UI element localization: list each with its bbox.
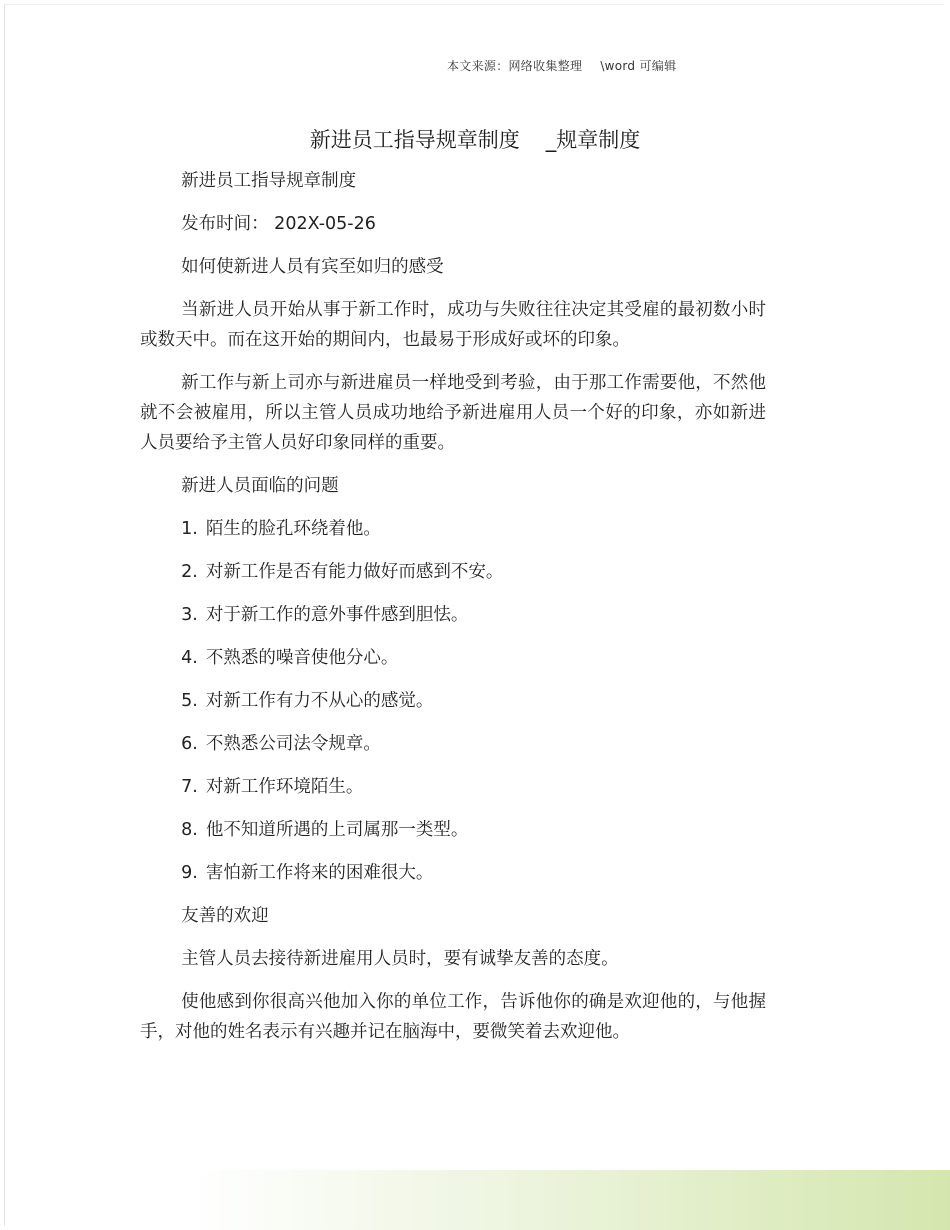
title-main: 新进员工指导规章制度 [309,128,520,152]
list-item [140,600,766,630]
list-item [140,815,766,845]
subtitle: 新进员工指导规章制度 [181,171,357,191]
source-note [447,57,676,74]
list-number: 2. [181,562,198,582]
list-text: 对新工作有力不从心的感觉。 [205,691,434,711]
body-paragraph: 主管人员去接待新进雇用人员时，要有诚挚友善的态度。 [181,949,619,969]
list-text: 对新工作是否有能力做好而感到不安。 [205,562,504,582]
body-paragraph: 使他感到你很高兴他加入你的单位工作，告诉他你的确是欢迎他的，与他握手，对他的姓名表示有兴趣并记在脑海中，要微笑着去欢迎他。 [140,992,766,1042]
section-heading: 新进人员面临的问题 [181,476,339,496]
section-heading: 如何使新进人员有宾至如归的感受 [181,257,444,277]
list-item [140,643,766,673]
list-item [140,557,766,587]
list-item [140,729,766,759]
list-item [140,514,766,544]
list-item [140,858,766,888]
list-text: 陌生的脸孔环绕着他。 [205,519,381,539]
list-text: 对于新工作的意外事件感到胆怯。 [205,605,469,625]
list-text: 不熟悉公司法令规章。 [205,734,381,754]
list-number: 3. [181,605,198,625]
list-item [140,772,766,802]
source-suffix: \word 可编辑 [600,59,677,73]
list-number: 4. [181,648,198,668]
body-paragraph: 新工作与新上司亦与新进雇员一样地受到考验，由于那工作需要他，不然他就不会被雇用，所以主管人员成功地给予新进雇用人员一个好的印象，亦如新进人员要给予主管人员好印象同样的重要。 [140,373,766,453]
list-number: 1. [181,519,198,539]
list-number: 8. [181,820,198,840]
footer-gradient-decoration [0,1170,950,1230]
list-text: 不熟悉的噪音使他分心。 [205,648,399,668]
list-item [140,686,766,716]
document-body [140,166,766,1060]
source-label: 本文来源：网络收集整理 [447,59,583,73]
list-number: 5. [181,691,198,711]
body-paragraph: 当新进人员开始从事于新工作时，成功与失败往往决定其受雇的最初数小时或数天中。而在这开始的期间内，也最易于形成好或坏的印象。 [140,300,766,350]
title-suffix: _规章制度 [545,128,641,152]
list-number: 6. [181,734,198,754]
publish-date: 发布时间： 202X-05-26 [181,214,376,234]
section-heading: 友善的欢迎 [181,906,269,926]
list-text: 害怕新工作将来的困难很大。 [205,863,434,883]
list-text: 对新工作环境陌生。 [205,777,364,797]
list-number: 9. [181,863,198,883]
list-text: 他不知道所遇的上司属那一类型。 [205,820,469,840]
list-number: 7. [181,777,198,797]
document-title [0,124,950,154]
